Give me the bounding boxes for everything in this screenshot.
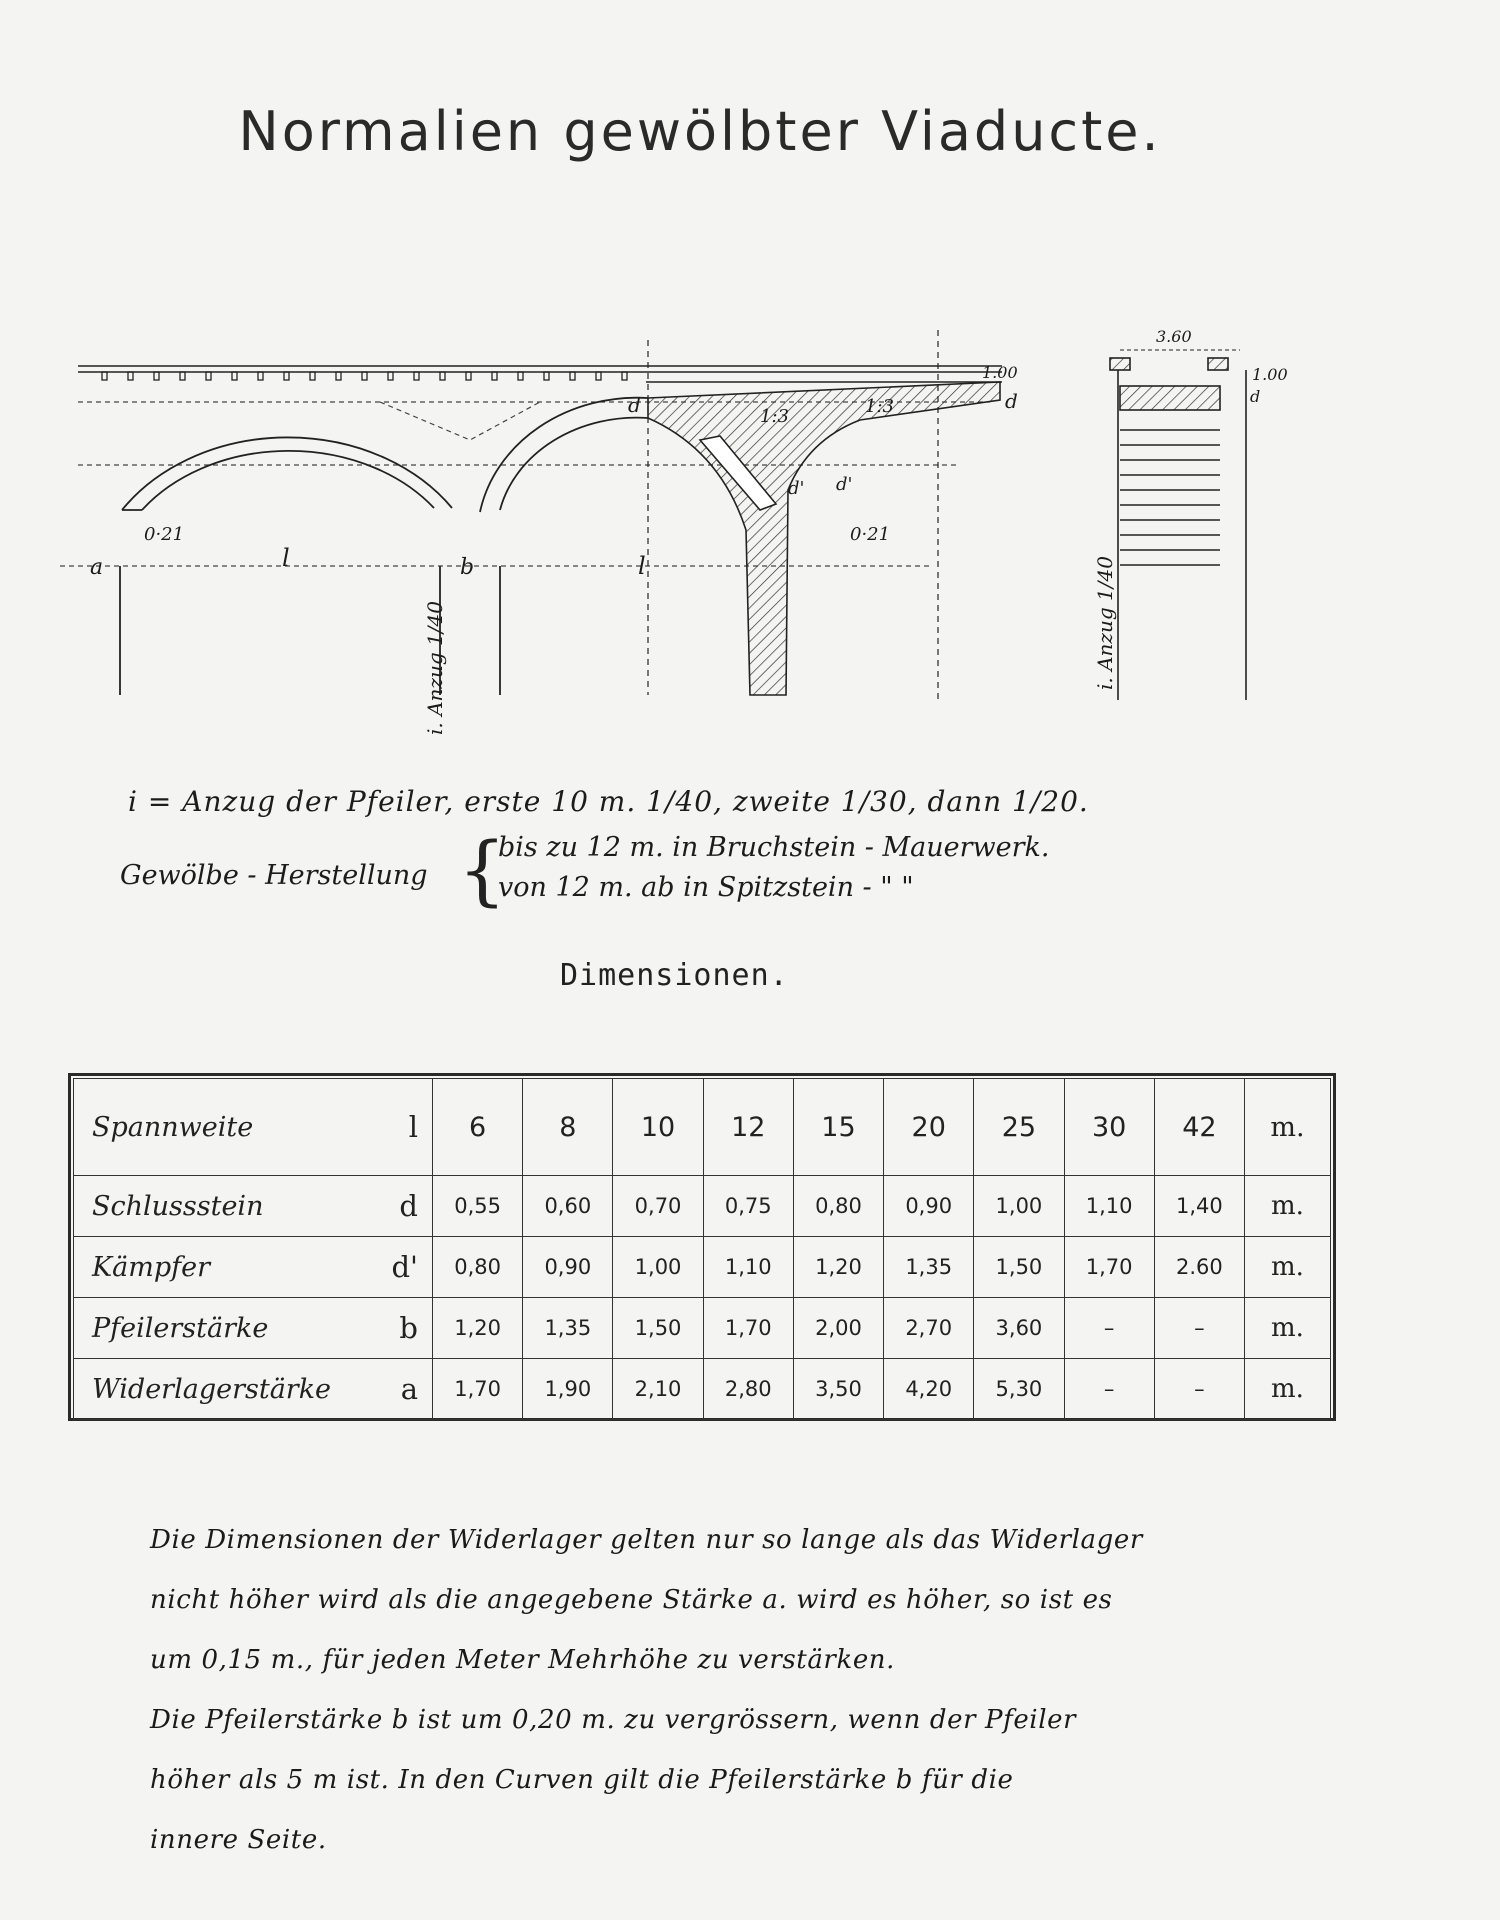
- table-cell: 0,70: [613, 1176, 703, 1237]
- table-cell: 0,60: [523, 1176, 613, 1237]
- dentil-row: [102, 372, 627, 380]
- label-d-left: d: [628, 393, 641, 417]
- table-cell: 1,10: [703, 1237, 793, 1298]
- label-a: a: [90, 555, 104, 580]
- table-cell: 1,35: [884, 1237, 974, 1298]
- dimensions-table-frame: [68, 1073, 1336, 1421]
- brace-glyph: {: [458, 825, 507, 914]
- label-d-prime-left: d': [788, 478, 805, 499]
- table-cell: 2,80: [703, 1359, 793, 1420]
- pier-hatched: [648, 330, 1000, 700]
- label-anzug-right: i. Anzug 1/40: [1093, 556, 1117, 690]
- table-cell: 1,70: [703, 1298, 793, 1359]
- row-unit: m.: [1245, 1298, 1331, 1359]
- header-value: 20: [884, 1079, 974, 1176]
- closing-line: nicht höher wird als die angegebene Stärke a. wird es höher, so ist es: [150, 1585, 1113, 1615]
- table-cell: 0,75: [703, 1176, 793, 1237]
- header-symbol: l: [408, 1110, 418, 1144]
- label-l-right: l: [638, 552, 646, 580]
- table-cell: 3,50: [793, 1359, 883, 1420]
- label-rise-right: 0·21: [850, 524, 891, 545]
- table-row: [74, 1237, 1331, 1298]
- closing-paragraph: [150, 1510, 1330, 1870]
- label-d-prime-right: d': [836, 474, 853, 495]
- label-d-right: d: [1005, 389, 1018, 413]
- table-cell: 1,40: [1154, 1176, 1244, 1237]
- note-anzug: i = Anzug der Pfeiler, erste 10 m. 1/40, zweite 1/30, dann 1/20.: [128, 785, 1089, 818]
- row-label: Schlussstein: [92, 1190, 264, 1222]
- table-header-row: [74, 1079, 1331, 1176]
- table-cell: 2,10: [613, 1359, 703, 1420]
- header-value: 10: [613, 1079, 703, 1176]
- closing-line: Die Pfeilerstärke b ist um 0,20 m. zu vergrössern, wenn der Pfeiler: [150, 1705, 1077, 1735]
- row-label-cell: [74, 1176, 433, 1237]
- closing-line: höher als 5 m ist. In den Curven gilt die Pfeilerstärke b für die: [150, 1765, 1014, 1795]
- header-value: 25: [974, 1079, 1064, 1176]
- label-anzug-left: i. Anzug 1/40: [423, 601, 447, 735]
- row-label: Kämpfer: [92, 1251, 211, 1283]
- table-cell: 1,20: [433, 1298, 523, 1359]
- deck-parapet: [78, 366, 1002, 382]
- arch-right: [480, 340, 648, 695]
- label-slope-1: 1:3: [760, 406, 789, 427]
- header-value: 8: [523, 1079, 613, 1176]
- table-cell: 1,00: [974, 1176, 1064, 1237]
- row-unit: m.: [1245, 1237, 1331, 1298]
- row-label-cell: [74, 1237, 433, 1298]
- header-label: Spannweite: [92, 1111, 254, 1143]
- label-top-dim: 1.00: [982, 363, 1018, 382]
- closing-line: Die Dimensionen der Widerlager gelten nur so lange als das Widerlager: [150, 1525, 1143, 1555]
- dimensions-heading: Dimensionen.: [560, 958, 789, 993]
- row-label-cell: [74, 1298, 433, 1359]
- label-slope-2: 1:3: [865, 396, 894, 417]
- table-cell: 1,35: [523, 1298, 613, 1359]
- table-cell: 1,50: [613, 1298, 703, 1359]
- header-value: 42: [1154, 1079, 1244, 1176]
- table-cell: 1,90: [523, 1359, 613, 1420]
- table-cell: 0,55: [433, 1176, 523, 1237]
- header-unit: m.: [1245, 1079, 1331, 1176]
- table-cell: 1,20: [793, 1237, 883, 1298]
- table-row: [74, 1176, 1331, 1237]
- viaduct-drawing: [60, 290, 1288, 750]
- row-label: Widerlagerstärke: [92, 1373, 332, 1405]
- table-cell: 0,90: [523, 1237, 613, 1298]
- table-row: [74, 1359, 1331, 1420]
- table-cell: 1,70: [433, 1359, 523, 1420]
- label-section-d: d: [1250, 387, 1261, 406]
- page-title: Normalien gewölbter Viaducte.: [238, 100, 1162, 163]
- gewoelbe-line-2: von 12 m. ab in Spitzstein - " ": [498, 872, 914, 903]
- header-label-cell: [74, 1079, 433, 1176]
- closing-line: innere Seite.: [150, 1825, 327, 1855]
- table-cell: 0,80: [793, 1176, 883, 1237]
- table-cell: 4,20: [884, 1359, 974, 1420]
- row-symbol: b: [399, 1311, 418, 1345]
- row-label: Pfeilerstärke: [92, 1312, 269, 1344]
- table-row: [74, 1298, 1331, 1359]
- table-cell: 2,00: [793, 1298, 883, 1359]
- table-cell: –: [1154, 1359, 1244, 1420]
- table-cell: 2,70: [884, 1298, 974, 1359]
- label-rise-left: 0·21: [144, 524, 185, 545]
- header-value: 15: [793, 1079, 883, 1176]
- table-cell: –: [1064, 1359, 1154, 1420]
- table-cell: 0,80: [433, 1237, 523, 1298]
- header-value: 6: [433, 1079, 523, 1176]
- row-symbol: d': [391, 1250, 418, 1284]
- table-cell: 1,10: [1064, 1176, 1154, 1237]
- label-b: b: [460, 555, 475, 580]
- table-cell: 1,50: [974, 1237, 1064, 1298]
- label-l-left: l: [282, 544, 290, 572]
- table-cell: 1,00: [613, 1237, 703, 1298]
- drawing-labels: [90, 327, 1288, 735]
- table-cell: 3,60: [974, 1298, 1064, 1359]
- label-section-top: 1.00: [1252, 365, 1288, 384]
- row-symbol: d: [399, 1189, 418, 1223]
- table-cell: –: [1064, 1298, 1154, 1359]
- gewoelbe-line-1: bis zu 12 m. in Bruchstein - Mauerwerk.: [498, 832, 1050, 863]
- table-cell: 5,30: [974, 1359, 1064, 1420]
- row-label-cell: [74, 1359, 433, 1420]
- row-symbol: a: [400, 1372, 418, 1406]
- table-cell: 2.60: [1154, 1237, 1244, 1298]
- closing-line: um 0,15 m., für jeden Meter Mehrhöhe zu verstärken.: [150, 1645, 896, 1675]
- gewoelbe-label: Gewölbe - Herstellung: [120, 860, 428, 891]
- table-cell: –: [1154, 1298, 1244, 1359]
- table-cell: 0,90: [884, 1176, 974, 1237]
- row-unit: m.: [1245, 1359, 1331, 1420]
- dimensions-table: [73, 1078, 1331, 1420]
- table-cell: 1,70: [1064, 1237, 1154, 1298]
- header-value: 12: [703, 1079, 793, 1176]
- header-value: 30: [1064, 1079, 1154, 1176]
- row-unit: m.: [1245, 1176, 1331, 1237]
- label-section-width: 3.60: [1156, 327, 1192, 346]
- pier-section: [1110, 350, 1246, 700]
